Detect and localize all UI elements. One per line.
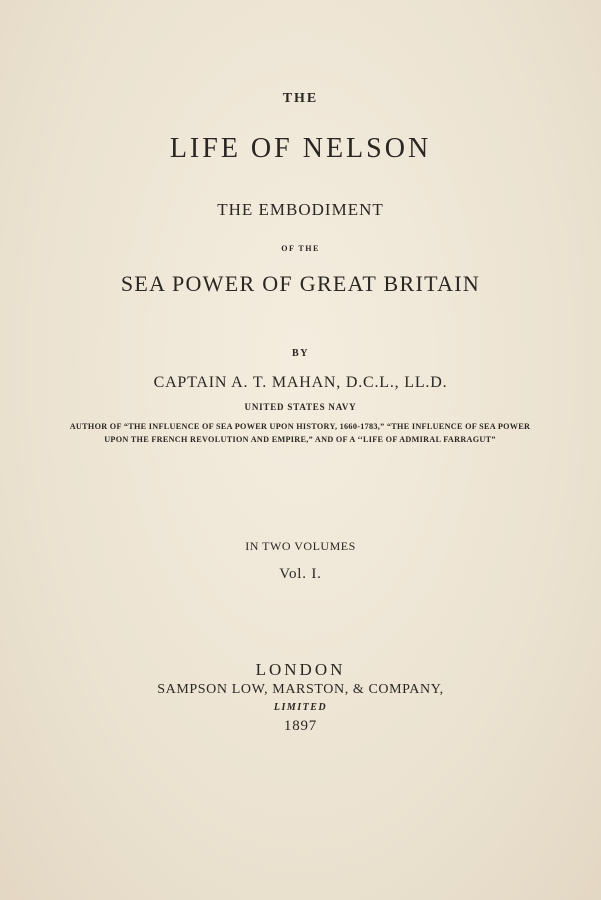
volume-number: Vol. I. bbox=[279, 566, 322, 582]
volume-count: IN TWO VOLUMES bbox=[245, 539, 356, 553]
publisher-suffix: LIMITED bbox=[273, 702, 328, 713]
publication-city: LONDON bbox=[255, 660, 346, 679]
author-credits: AUTHOR OF “THE INFLUENCE OF SEA POWER UPON HISTORY, 1660-1783,” “THE INFLUENCE OF SEA POWER UPON THE FRENCH REVOLUTION AND EMPIRE,” AND OF A ‘‘LIFE OF ADMIRAL FARRAGUT” bbox=[69, 422, 531, 444]
author-name: CAPTAIN A. T. MAHAN, D.C.L., LL.D. bbox=[153, 374, 448, 391]
publication-year: 1897 bbox=[283, 718, 318, 734]
publisher-name: SAMPSON LOW, MARSTON, & COMPANY, bbox=[157, 682, 444, 697]
subtitle-connector: OF THE bbox=[281, 244, 320, 253]
subtitle-line-1: THE EMBODIMENT bbox=[217, 200, 384, 219]
title-article: THE bbox=[282, 91, 319, 106]
by-line: BY bbox=[292, 348, 309, 359]
author-affiliation: UNITED STATES NAVY bbox=[244, 402, 357, 412]
subtitle-line-2: SEA POWER OF GREAT BRITAIN bbox=[120, 271, 481, 296]
book-title: LIFE OF NELSON bbox=[169, 133, 432, 164]
